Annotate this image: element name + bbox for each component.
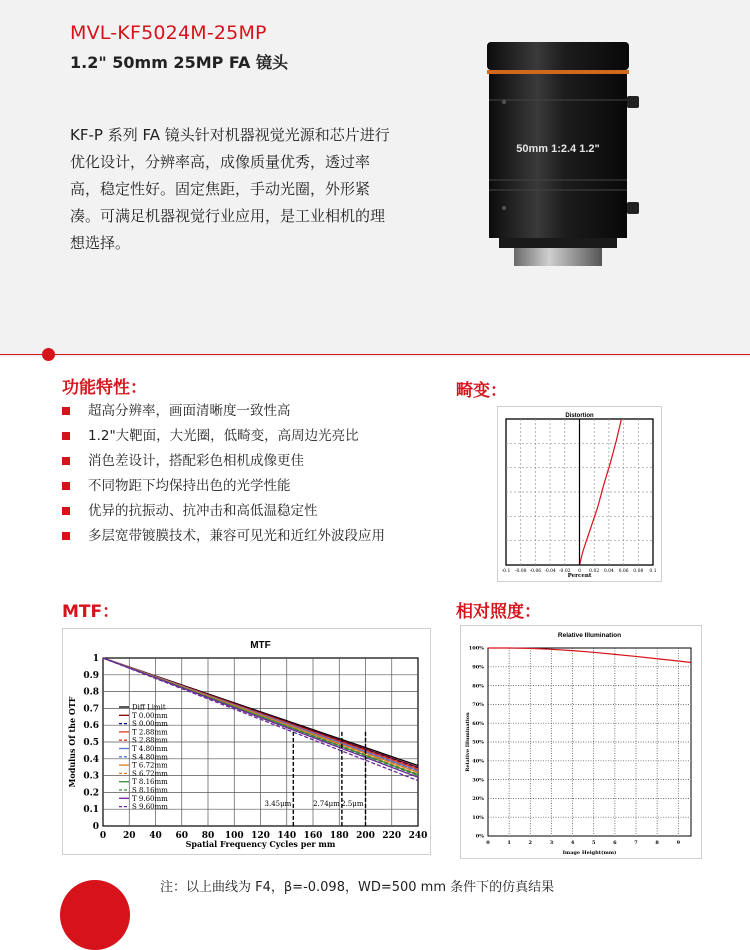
illumination-chart	[461, 626, 701, 858]
x-tick-label: 160	[303, 831, 323, 841]
feature-text: 不同物距下均保持出色的光学性能	[88, 478, 291, 494]
features-list	[62, 402, 385, 552]
feature-item	[62, 427, 385, 452]
legend-label: T 8.16mm	[132, 778, 168, 787]
y-tick-label: 0.9	[83, 670, 99, 681]
product-description: KF-P 系列 FA 镜头针对机器视觉光源和芯片进行优化设计，分辨率高，成像质量优秀，透过率高，稳定性好。固定焦距，手动光圈，外形紧凑。可满足机器视觉行业应用，是工业相机的理想选择。	[70, 126, 390, 252]
y-axis-label: Modulus Of the OTF	[67, 696, 77, 788]
x-tick-label: -0.06	[529, 569, 542, 574]
y-tick-label: 0%	[475, 833, 484, 840]
feature-item	[62, 477, 385, 502]
x-tick-label: 0.06	[618, 569, 629, 574]
bullet-square-icon	[62, 457, 70, 465]
legend-label: S 0.00mm	[132, 720, 168, 729]
x-tick-label: 5	[591, 840, 596, 846]
distortion-title: 畸变：	[456, 381, 507, 401]
x-tick-label: 40	[149, 831, 162, 841]
distortion-chart	[498, 407, 661, 581]
features-title: 功能特性：	[62, 378, 147, 398]
bullet-square-icon	[62, 482, 70, 490]
y-tick-label: 60%	[472, 720, 484, 727]
mtf-chart-box	[62, 628, 431, 855]
x-tick-label: 3	[549, 840, 554, 846]
y-tick-label: 0.4	[83, 754, 99, 765]
annotation-label: 2.74μm	[313, 799, 340, 808]
y-tick-label: 0.6	[83, 721, 99, 732]
chart-title: Distortion	[565, 413, 594, 419]
y-tick-label: 50%	[472, 739, 484, 746]
y-tick-label: 40%	[472, 758, 484, 765]
y-tick-label: 0.7	[83, 704, 99, 715]
legend-label: S 2.88mm	[132, 736, 168, 745]
annotation-label: 2.5μm	[341, 799, 364, 808]
y-tick-label: 80%	[472, 683, 484, 690]
feature-item	[62, 402, 385, 427]
feature-text: 超高分辨率，画面清晰度一致性高	[88, 403, 291, 419]
x-tick-label: 0	[99, 831, 107, 841]
mtf-chart	[63, 629, 430, 854]
illumination-chart-box	[460, 625, 702, 859]
x-tick-label: -0.08	[514, 569, 527, 574]
x-tick-label: 8	[655, 840, 659, 846]
legend-label: S 4.80mm	[132, 753, 168, 762]
simulation-note: 注：以上曲线为 F4，β=-0.098，WD=500 mm 条件下的仿真结果	[160, 880, 555, 895]
y-tick-label: 0.1	[83, 805, 99, 816]
y-tick-label: 100%	[468, 645, 484, 652]
section-divider	[0, 354, 750, 355]
mtf-title: MTF：	[62, 602, 120, 622]
legend-label: S 6.72mm	[132, 769, 168, 778]
x-tick-label: -0.1	[501, 569, 511, 574]
x-tick-label: 7	[634, 840, 638, 846]
divider-dot	[42, 348, 55, 361]
y-tick-label: 70%	[472, 702, 484, 709]
feature-text: 优异的抗振动、抗冲击和高低温稳定性	[88, 503, 318, 519]
x-tick-label: 0.08	[633, 569, 644, 574]
x-tick-label: 140	[277, 831, 297, 841]
x-tick-label: -0.02	[559, 569, 571, 574]
model-number: MVL-KF5024M-25MP	[70, 22, 267, 44]
x-tick-label: 9	[676, 840, 681, 846]
x-tick-label: 180	[329, 831, 349, 841]
feature-item	[62, 452, 385, 477]
x-tick-label: 0.1	[649, 569, 657, 574]
x-tick-label: 240	[408, 831, 428, 841]
y-tick-label: 0.3	[83, 771, 99, 782]
feature-text: 消色差设计，搭配彩色相机成像更佳	[88, 453, 304, 469]
x-tick-label: 60	[175, 831, 189, 841]
x-tick-label: 6	[613, 840, 617, 846]
x-tick-label: 4	[570, 840, 575, 846]
y-tick-label: 30%	[472, 777, 484, 784]
feature-text: 1.2"大靶面，大光圈，低畸变，高周边光亮比	[88, 428, 359, 444]
x-tick-label: 20	[122, 831, 136, 841]
x-tick-label: 220	[382, 831, 402, 841]
x-axis-label: Spatial Frequency Cycles per mm	[185, 839, 336, 849]
x-tick-label: 120	[251, 831, 270, 841]
x-tick-label: 0	[486, 840, 490, 846]
y-tick-label: 20%	[472, 796, 484, 803]
feature-item	[62, 527, 385, 552]
y-tick-label: 0.8	[83, 687, 99, 698]
illumination-title: 相对照度：	[456, 602, 541, 622]
y-tick-label: 90%	[472, 664, 484, 671]
x-tick-label: 0	[578, 569, 581, 574]
x-axis-label: Percent	[567, 573, 592, 579]
product-subtitle: 1.2" 50mm 25MP FA 镜头	[70, 53, 288, 72]
x-tick-label: 80	[201, 831, 215, 841]
x-tick-label: 100	[224, 831, 244, 841]
distortion-chart-box	[497, 406, 662, 582]
x-tick-label: 1	[507, 840, 511, 846]
lens-marking: 50mm 1:2.4 1.2"	[516, 143, 600, 155]
bullet-square-icon	[62, 407, 70, 415]
feature-text: 多层宽带镀膜技术，兼容可见光和近红外波段应用	[88, 528, 385, 544]
y-tick-label: 10%	[472, 814, 484, 821]
legend-label: T 4.80mm	[132, 745, 168, 753]
chart-title: MTF	[250, 640, 271, 651]
legend-label: T 9.60mm	[132, 794, 168, 803]
x-tick-label: 2	[528, 840, 533, 846]
bullet-square-icon	[62, 532, 70, 540]
y-tick-label: 0	[92, 822, 99, 832]
legend-label: Diff Limit	[132, 703, 166, 712]
legend-label: S 9.60mm	[132, 803, 168, 812]
x-tick-label: -0.04	[544, 569, 556, 574]
chart-title: Relative Illumination	[557, 632, 622, 639]
legend-label: T 6.72mm	[132, 761, 168, 770]
bullet-square-icon	[62, 507, 70, 515]
legend-label: T 2.88mm	[132, 728, 168, 737]
y-tick-label: 0.2	[83, 788, 99, 799]
x-tick-label: 0.04	[603, 569, 614, 574]
legend-label: S 8.16mm	[132, 786, 168, 795]
x-axis-label: Image Height(mm)	[562, 850, 617, 856]
y-tick-label: 1	[92, 654, 99, 664]
feature-item	[62, 502, 385, 527]
x-tick-label: 200	[356, 831, 375, 841]
legend-label: T 0.00mm	[132, 711, 168, 720]
y-tick-label: 0.5	[83, 738, 99, 748]
annotation-label: 3.45μm	[264, 799, 292, 808]
y-axis-label: Relative Illumination	[465, 712, 471, 772]
bullet-square-icon	[62, 432, 70, 440]
corner-decoration	[60, 880, 130, 950]
lens-image	[470, 30, 660, 280]
x-tick-label: 0.02	[589, 569, 600, 574]
